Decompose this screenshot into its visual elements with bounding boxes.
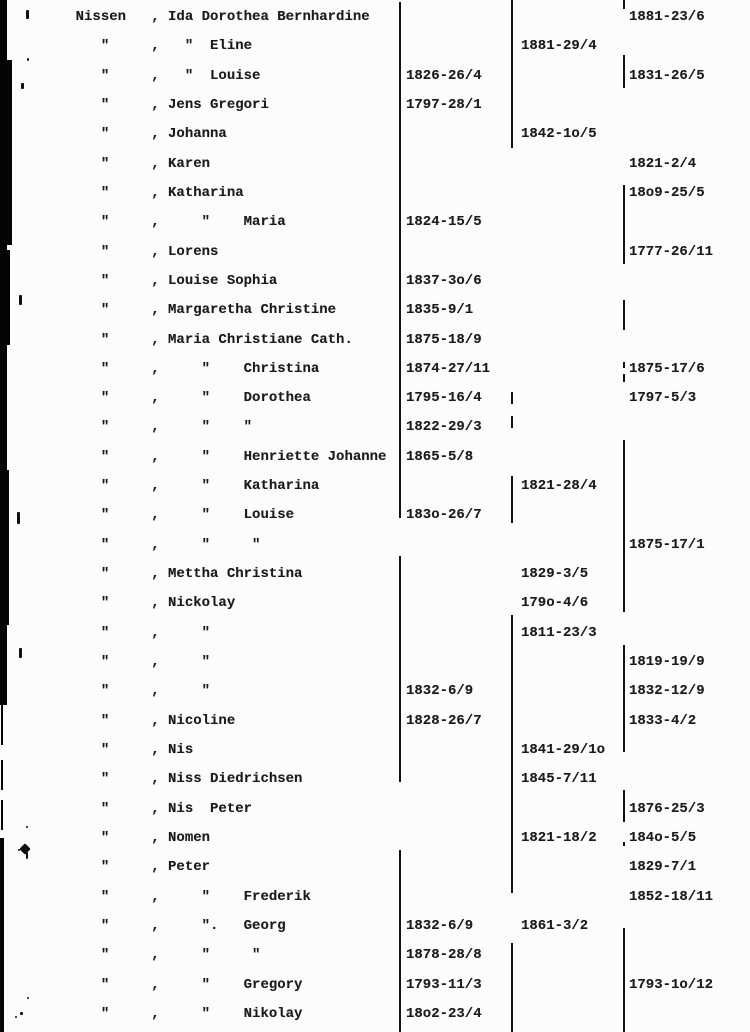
record-row xyxy=(0,331,750,355)
date-column-3-cell: 1777-26/11 xyxy=(629,244,714,260)
date-column-1-cell: 1837-3o/6 xyxy=(406,273,482,289)
name-cell: " , " Christina xyxy=(0,361,320,377)
record-row xyxy=(0,301,750,325)
date-column-3-cell: 1875-17/6 xyxy=(629,361,705,377)
record-row xyxy=(0,536,750,560)
record-row xyxy=(0,8,750,32)
date-column-2-cell: 1841-29/1o xyxy=(521,742,606,758)
name-cell: " , Margaretha Christine xyxy=(0,302,337,318)
record-row xyxy=(0,213,750,237)
date-column-1-cell: 1832-6/9 xyxy=(406,918,474,934)
record-row xyxy=(0,1005,750,1029)
date-column-2-cell: 179o-4/6 xyxy=(521,595,589,611)
record-row xyxy=(0,418,750,442)
date-column-1-cell: 1824-15/5 xyxy=(406,214,482,230)
date-column-1-cell: 1875-18/9 xyxy=(406,332,482,348)
name-cell: " , " Nikolay xyxy=(0,1006,303,1022)
date-column-3-cell: 1876-25/3 xyxy=(629,801,705,817)
name-cell: " , Nis Peter xyxy=(0,801,253,817)
record-row xyxy=(0,125,750,149)
name-cell: " , " xyxy=(0,625,211,641)
record-row xyxy=(0,888,750,912)
date-column-3-cell: 1875-17/1 xyxy=(629,537,705,553)
date-column-2-cell: 1842-1o/5 xyxy=(521,126,597,142)
record-row xyxy=(0,155,750,179)
date-column-1-cell: 1832-6/9 xyxy=(406,683,474,699)
record-row xyxy=(0,653,750,677)
date-column-3-cell: 1829-7/1 xyxy=(629,859,697,875)
name-cell: " , Niss Diedrichsen xyxy=(0,771,303,787)
name-cell: " , Louise Sophia xyxy=(0,273,278,289)
name-cell: " , " Gregory xyxy=(0,977,303,993)
name-cell: " , " Dorothea xyxy=(0,390,311,406)
record-row xyxy=(0,976,750,1000)
date-column-3-cell: 1821-2/4 xyxy=(629,156,697,172)
name-cell: " , Peter xyxy=(0,859,211,875)
record-row xyxy=(0,624,750,648)
date-column-2-cell: 1881-29/4 xyxy=(521,38,597,54)
date-column-2-cell: 1821-28/4 xyxy=(521,478,597,494)
date-column-3-cell: 1793-1o/12 xyxy=(629,977,714,993)
name-cell: " , " xyxy=(0,683,211,699)
date-column-3-cell: 1797-5/3 xyxy=(629,390,697,406)
date-column-1-cell: 1874-27/11 xyxy=(406,361,491,377)
record-row xyxy=(0,96,750,120)
record-row xyxy=(0,67,750,91)
name-cell: " , " " xyxy=(0,537,261,553)
record-row xyxy=(0,184,750,208)
date-column-3-cell: 1852-18/11 xyxy=(629,889,714,905)
name-cell: " , Mettha Christina xyxy=(0,566,303,582)
record-row xyxy=(0,37,750,61)
date-column-3-cell: 1833-4/2 xyxy=(629,713,697,729)
name-cell: " , Nicoline xyxy=(0,713,236,729)
date-column-3-cell: 1832-12/9 xyxy=(629,683,705,699)
date-column-3-cell: 184o-5/5 xyxy=(629,830,697,846)
ink-speck xyxy=(26,826,28,828)
record-row xyxy=(0,594,750,618)
name-cell: " , " " xyxy=(0,947,261,963)
record-row xyxy=(0,448,750,472)
record-row xyxy=(0,946,750,970)
record-row xyxy=(0,272,750,296)
date-column-1-cell: 1828-26/7 xyxy=(406,713,482,729)
date-column-1-cell: 1865-5/8 xyxy=(406,449,474,465)
record-row xyxy=(0,829,750,853)
date-column-1-cell: 18o2-23/4 xyxy=(406,1006,482,1022)
date-column-1-cell: 1797-28/1 xyxy=(406,97,482,113)
name-cell: " , Lorens xyxy=(0,244,219,260)
date-column-1-cell: 1878-28/8 xyxy=(406,947,482,963)
name-cell: " , " Eline xyxy=(0,38,253,54)
name-cell: " , Nickolay xyxy=(0,595,236,611)
date-column-3-cell: 1819-19/9 xyxy=(629,654,705,670)
name-cell: " , " Frederik xyxy=(0,889,311,905)
name-cell: " , Nomen xyxy=(0,830,211,846)
date-column-2-cell: 1845-7/11 xyxy=(521,771,597,787)
record-row xyxy=(0,360,750,384)
date-column-2-cell: 1821-18/2 xyxy=(521,830,597,846)
record-row xyxy=(0,917,750,941)
name-cell: Nissen , Ida Dorothea Bernhardine xyxy=(0,9,370,25)
name-cell: " , Jens Gregori xyxy=(0,97,269,113)
name-cell: " , Johanna xyxy=(0,126,227,142)
name-cell: " , " Henriette Johanne xyxy=(0,449,387,465)
date-column-2-cell: 1861-3/2 xyxy=(521,918,589,934)
date-column-1-cell: 183o-26/7 xyxy=(406,507,482,523)
record-row xyxy=(0,477,750,501)
record-row xyxy=(0,712,750,736)
date-column-2-cell: 1811-23/3 xyxy=(521,625,597,641)
record-row xyxy=(0,389,750,413)
name-cell: " , " Louise xyxy=(0,507,295,523)
date-column-3-cell: 18o9-25/5 xyxy=(629,185,705,201)
name-cell: " , " Maria xyxy=(0,214,286,230)
name-cell: " , " Louise xyxy=(0,68,261,84)
name-cell: " , " Katharina xyxy=(0,478,320,494)
record-row xyxy=(0,243,750,267)
date-column-1-cell: 1835-9/1 xyxy=(406,302,474,318)
record-row xyxy=(0,858,750,882)
record-row xyxy=(0,741,750,765)
name-cell: " , " xyxy=(0,654,211,670)
record-row xyxy=(0,565,750,589)
record-row xyxy=(0,800,750,824)
name-cell: " , Katharina xyxy=(0,185,244,201)
date-column-1-cell: 1822-29/3 xyxy=(406,419,482,435)
date-column-3-cell: 1831-26/5 xyxy=(629,68,705,84)
record-row xyxy=(0,682,750,706)
date-column-3-cell: 1881-23/6 xyxy=(629,9,705,25)
record-row xyxy=(0,770,750,794)
name-cell: " , " " xyxy=(0,419,253,435)
record-row xyxy=(0,506,750,530)
date-column-2-cell: 1829-3/5 xyxy=(521,566,589,582)
date-column-1-cell: 1795-16/4 xyxy=(406,390,482,406)
name-cell: " , Maria Christiane Cath. xyxy=(0,332,353,348)
name-cell: " , ". Georg xyxy=(0,918,286,934)
date-column-1-cell: 1793-11/3 xyxy=(406,977,482,993)
name-cell: " , Karen xyxy=(0,156,211,172)
date-column-1-cell: 1826-26/4 xyxy=(406,68,482,84)
name-cell: " , Nis xyxy=(0,742,194,758)
